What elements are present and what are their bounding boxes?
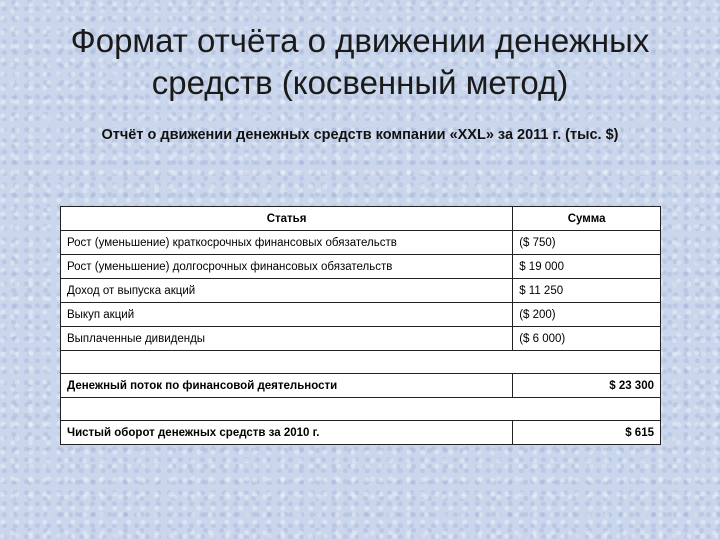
net-total-sum: $ 615 <box>513 421 661 445</box>
row-item: Выплаченные дивиденды <box>61 327 513 351</box>
slide-title-line-2: средств (косвенный метод) <box>151 64 569 101</box>
cash-flow-table <box>60 206 661 445</box>
slide-title-line-1: Формат отчёта о движении денежных <box>70 22 650 59</box>
header-item: Статья <box>61 207 513 231</box>
net-total-label: Чистый оборот денежных средств за 2010 г. <box>61 421 513 445</box>
row-item: Выкуп акций <box>61 303 513 327</box>
slide-title <box>0 20 720 104</box>
row-item: Рост (уменьшение) краткосрочных финансовых обязательств <box>61 231 513 255</box>
table-row <box>61 303 661 327</box>
net-total-row <box>61 421 661 445</box>
financing-total-label: Денежный поток по финансовой деятельности <box>61 374 513 398</box>
table-row <box>61 279 661 303</box>
row-sum: ($ 6 000) <box>513 327 661 351</box>
blank-row <box>61 351 661 374</box>
row-sum: ($ 750) <box>513 231 661 255</box>
table-row <box>61 231 661 255</box>
table-row <box>61 255 661 279</box>
financing-total-sum: $ 23 300 <box>513 374 661 398</box>
table-row <box>61 327 661 351</box>
blank-cell <box>61 351 661 374</box>
blank-row <box>61 398 661 421</box>
row-sum: ($ 200) <box>513 303 661 327</box>
blank-cell <box>61 398 661 421</box>
row-sum: $ 11 250 <box>513 279 661 303</box>
row-item: Доход от выпуска акций <box>61 279 513 303</box>
header-sum: Сумма <box>513 207 661 231</box>
financing-total-row <box>61 374 661 398</box>
row-item: Рост (уменьшение) долгосрочных финансовых обязательств <box>61 255 513 279</box>
table-header-row <box>61 207 661 231</box>
row-sum: $ 19 000 <box>513 255 661 279</box>
report-subtitle: Отчёт о движении денежных средств компании «XXL» за 2011 г. (тыс. $) <box>101 127 619 143</box>
